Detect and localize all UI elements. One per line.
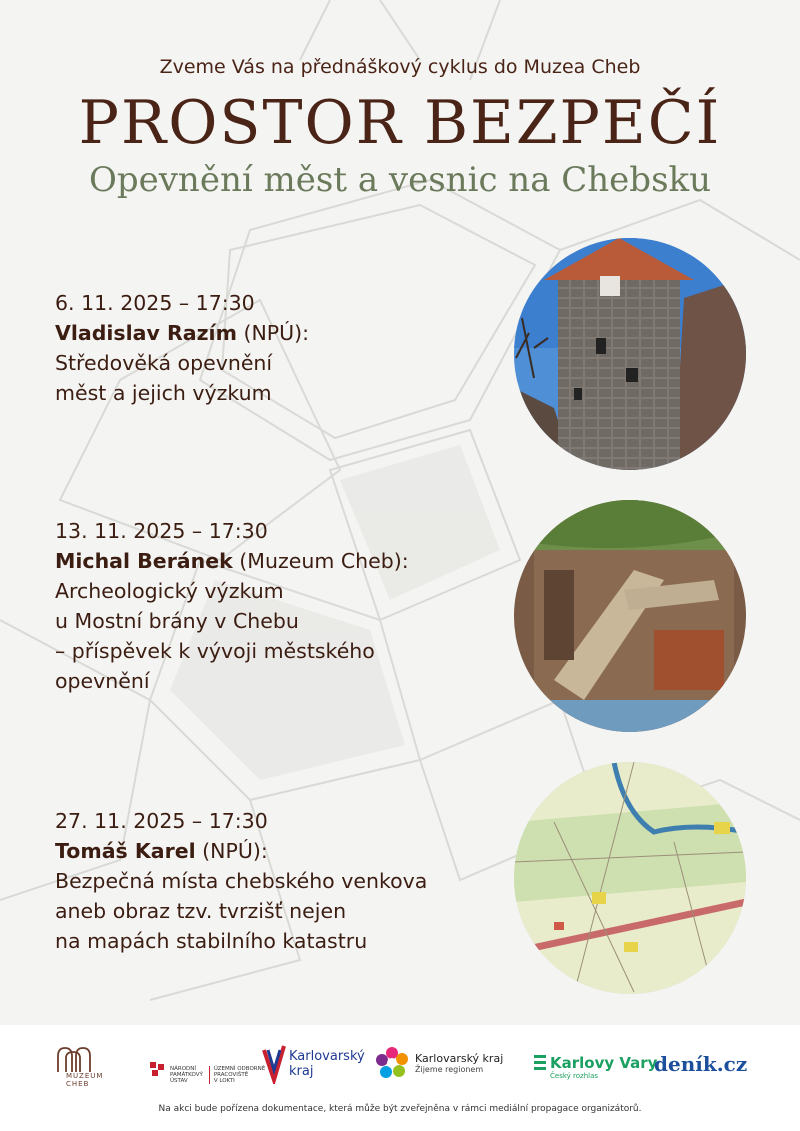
muzeum-cheb-logo <box>56 1046 103 1088</box>
excavation-illustration <box>514 500 746 732</box>
muzeum-logo-text: MUZEUM <box>66 1072 104 1080</box>
kraj-check-icon <box>262 1044 286 1084</box>
muzeum-logo-text: CHEB <box>66 1080 90 1088</box>
speaker-affiliation: (Muzeum Cheb): <box>232 549 409 573</box>
lecture-topic-line: aneb obraz tzv. tvrzišť nejen <box>55 899 347 923</box>
lecture-topic-line: na mapách stabilního katastru <box>55 929 368 953</box>
kraj-text: Karlovarský <box>289 1049 365 1064</box>
disclaimer: Na akci bude pořízena dokumentace, která může být zveřejněna v rámci mediální propagace organizátorů. <box>158 1104 642 1114</box>
npu-text: V LOKTI <box>213 1078 235 1084</box>
lecture-3 <box>55 806 485 956</box>
invitation-line: Zveme Vás na přednáškový cyklus do Muzea Cheb <box>159 56 641 78</box>
speaker-affiliation: (NPÚ): <box>236 321 310 345</box>
lecture-topic-line: měst a jejich výzkum <box>55 381 272 405</box>
lecture-date: 13. 11. 2025 – 17:30 <box>55 519 268 543</box>
lecture-topic-line: – příspěvek k vývoji městského <box>55 639 375 663</box>
lecture-date: 27. 11. 2025 – 17:30 <box>55 809 268 833</box>
npu-logo <box>148 1052 265 1084</box>
npu-text: PAMÁTKOVÝ <box>170 1072 203 1078</box>
muzeum-arches-icon <box>56 1046 92 1072</box>
page-title: PROSTOR BEZPEČÍ <box>78 88 722 158</box>
lecture-2 <box>55 516 485 696</box>
flower-icon <box>375 1046 409 1080</box>
npu-text: NÁRODNÍ <box>170 1066 196 1072</box>
lecture-speaker-line <box>55 321 309 345</box>
npu-text: ÚZEMNÍ ODBORNÉ <box>213 1066 266 1072</box>
zijeme-text: Karlovarský kraj <box>415 1052 504 1065</box>
npu-text: PRACOVIŠTĚ <box>213 1072 249 1078</box>
denik-text: deník.cz <box>654 1052 748 1076</box>
rozhlas-text: Karlovy Vary <box>550 1054 658 1072</box>
npu-icon <box>148 1060 168 1076</box>
denik-logo <box>654 1052 747 1076</box>
kraj-text: kraj <box>289 1064 314 1079</box>
cesky-rozhlas-logo <box>534 1054 657 1080</box>
lecture-date: 6. 11. 2025 – 17:30 <box>55 291 255 315</box>
speaker-name: Tomáš Karel <box>55 839 196 863</box>
lecture-topic-line: opevnění <box>55 669 150 693</box>
lecture-topic-line: Archeologický výzkum <box>55 579 284 603</box>
page-subtitle: Opevnění měst a vesnic na Chebsku <box>88 160 712 200</box>
speaker-affiliation: (NPÚ): <box>195 839 268 863</box>
lecture-speaker-line <box>55 839 268 863</box>
excavation-photo <box>514 500 746 732</box>
lecture-1 <box>55 288 485 408</box>
cadastral-map-photo <box>514 762 746 994</box>
lecture-topic-line: Bezpečná místa chebského venkova <box>55 869 428 893</box>
cadastral-map-illustration <box>514 762 746 994</box>
speaker-name: Vladislav Razím <box>55 321 237 345</box>
lecture-speaker-line <box>55 549 409 573</box>
zijeme-regionem-logo <box>375 1046 503 1080</box>
tower-photo <box>514 238 746 470</box>
zijeme-text: Žijeme regionem <box>415 1065 484 1074</box>
karlovarsky-kraj-logo <box>262 1044 365 1084</box>
npu-text: ÚSTAV <box>170 1078 188 1084</box>
tower-illustration <box>514 238 746 470</box>
rozhlas-subtext: Český rozhlas <box>550 1072 599 1080</box>
lecture-topic-line: Středověká opevnění <box>55 351 273 375</box>
rozhlas-icon <box>534 1055 546 1071</box>
speaker-name: Michal Beránek <box>55 549 233 573</box>
lecture-topic-line: u Mostní brány v Chebu <box>55 609 299 633</box>
